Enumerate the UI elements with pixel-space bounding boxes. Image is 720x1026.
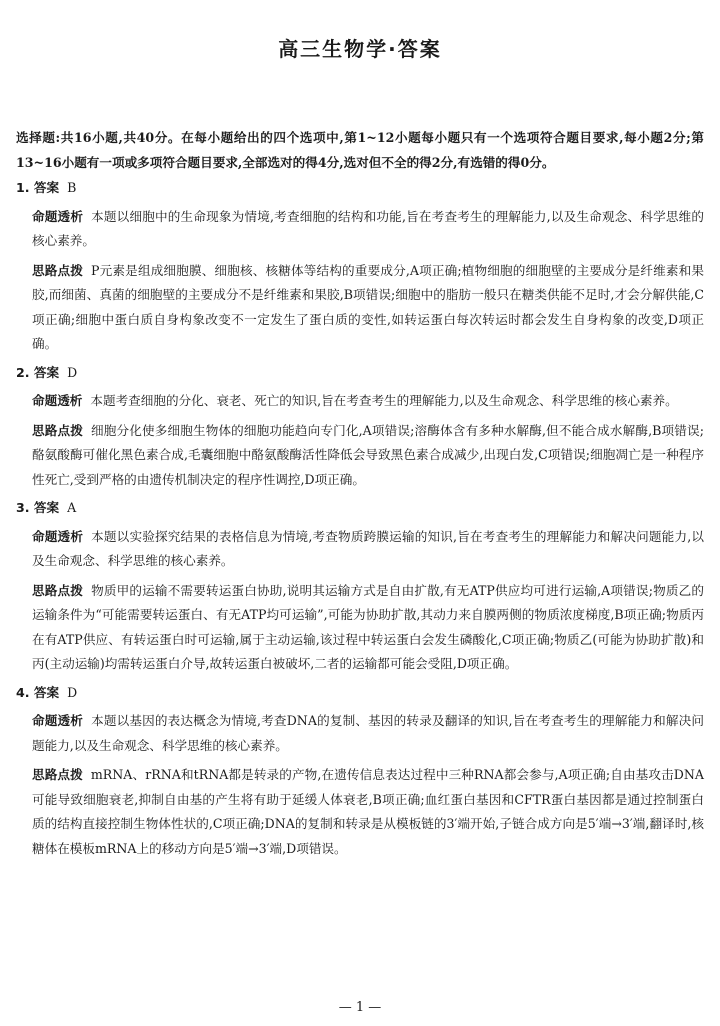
analysis-text: mRNA、rRNA和tRNA都是转录的产物,在遗传信息表达过程中三种RNA都会参与,A项正确;自由基攻击DNA可能导致细胞衰老,抑制自由基的产生将有助于延缓人体衰老,B项正确;血红蛋白基因和CFTR蛋白基因都是通过控制蛋白质的结构直接控制生物体性状的,C项正确;DNA的复制和转录是从模板链的3′端开始,子链合成方向是5′端→3′端,翻译时,核糖体在模板mRNA上的移动方向是5′端→3′端,D项错误。 <box>32 767 705 856</box>
analysis-text: 细胞分化使多细胞生物体的细胞功能趋向专门化,A项错误;溶酶体含有多种水解酶,但不能合成水解酶,B项错误;酪氨酸酶可催化黑色素合成,毛囊细胞中酪氨酸酶活性降低会导致黑色素合成减少,出现白发,C项错误;细胞凋亡是一种程序性死亡,受到严格的由遗传机制决定的程序性调控,D项正确。 <box>32 422 704 487</box>
analysis-paragraph <box>16 259 704 357</box>
insight-paragraph <box>16 525 704 574</box>
insight-text: 本题以基因的表达概念为情境,考查DNA的复制、基因的转录及翻译的知识,旨在考查考生的理解能力和解决问题能力,以及生命观念、科学思维的核心素养。 <box>32 713 705 753</box>
insight-text: 本题以实验探究结果的表格信息为情境,考查物质跨膜运输的知识,旨在考查考生的理解能力和解决问题能力,以及生命观念、科学思维的核心素养。 <box>32 528 704 568</box>
analysis-label: 思路点拨 <box>32 767 83 782</box>
question-block-3 <box>16 496 704 677</box>
page-title: 高三生物学·答案 <box>278 37 442 61</box>
section-instructions: 选择题:共16小题,共40分。在每小题给出的四个选项中,第1~12小题每小题只有一个选项符合题目要求,每小题2分;第13~16小题有一项或多项符合题目要求,全部选对的得4分,选对但不全的得2分,有选错的得0分。 <box>16 130 704 170</box>
question-block-1 <box>16 176 704 357</box>
question-block-4 <box>16 681 704 862</box>
answer-label: 4. 答案 <box>16 684 60 700</box>
answer-value: D <box>67 684 78 700</box>
answer-line <box>16 496 704 521</box>
analysis-label: 思路点拨 <box>32 422 83 438</box>
answer-body <box>16 126 704 865</box>
analysis-text: P元素是组成细胞膜、细胞核、核糖体等结构的重要成分,A项正确;植物细胞的细胞壁的主要成分是纤维素和果胶,而细菌、真菌的细胞壁的主要成分不是纤维素和果胶,B项错误;细胞中的脂肪一般只在糖类供能不足时,才会分解供能,C项正确;细胞中蛋白质自身构象改变不一定发生了蛋白质的变性,如转运蛋白每次转运时都会发生自身构象的改变,D项正确。 <box>32 262 704 351</box>
analysis-label: 思路点拨 <box>32 582 84 598</box>
answer-value: A <box>67 500 77 515</box>
answer-label: 3. 答案 <box>16 500 60 515</box>
analysis-paragraph <box>16 579 704 677</box>
answer-line <box>16 681 704 706</box>
question-block-2 <box>16 361 704 493</box>
insight-paragraph <box>16 205 704 254</box>
page-number: — 1 — <box>338 1000 382 1015</box>
insight-paragraph <box>16 709 704 758</box>
answer-label: 2. 答案 <box>16 364 60 380</box>
answer-value: D <box>67 364 78 380</box>
answer-label: 1. 答案 <box>16 180 60 195</box>
insight-label: 命题透析 <box>32 393 83 408</box>
analysis-paragraph <box>16 419 704 493</box>
insight-label: 命题透析 <box>32 713 84 728</box>
answer-line <box>16 176 704 201</box>
insight-paragraph <box>16 389 704 414</box>
analysis-text: 物质甲的运输不需要转运蛋白协助,说明其运输方式是自由扩散,有无ATP供应均可进行运输,A项错误;物质乙的运输条件为“可能需要转运蛋白、有无ATP均可运输”,可能为协助扩散,其动力来自膜两侧的物质浓度梯度,B项正确;物质丙在有ATP供应、有转运蛋白时可运输,属于主动运输,该过程中转运蛋白会发生磷酸化,C项正确;物质乙(可能为协助扩散)和丙(主动运输)均需转运蛋白介导,故转运蛋白被破坏,二者的运输都可能会受阻,D项正确。 <box>32 582 704 671</box>
insight-label: 命题透析 <box>32 208 84 224</box>
answer-line <box>16 361 704 386</box>
analysis-label: 思路点拨 <box>32 262 84 278</box>
insight-text: 本题以细胞中的生命现象为情境,考查细胞的结构和功能,旨在考查考生的理解能力,以及生命观念、科学思维的核心素养。 <box>32 208 704 248</box>
insight-text: 本题考查细胞的分化、衰老、死亡的知识,旨在考查考生的理解能力,以及生命观念、科学思维的核心素养。 <box>90 393 678 408</box>
insight-label: 命题透析 <box>32 528 84 544</box>
analysis-paragraph <box>16 763 704 861</box>
answer-value: B <box>67 180 77 195</box>
